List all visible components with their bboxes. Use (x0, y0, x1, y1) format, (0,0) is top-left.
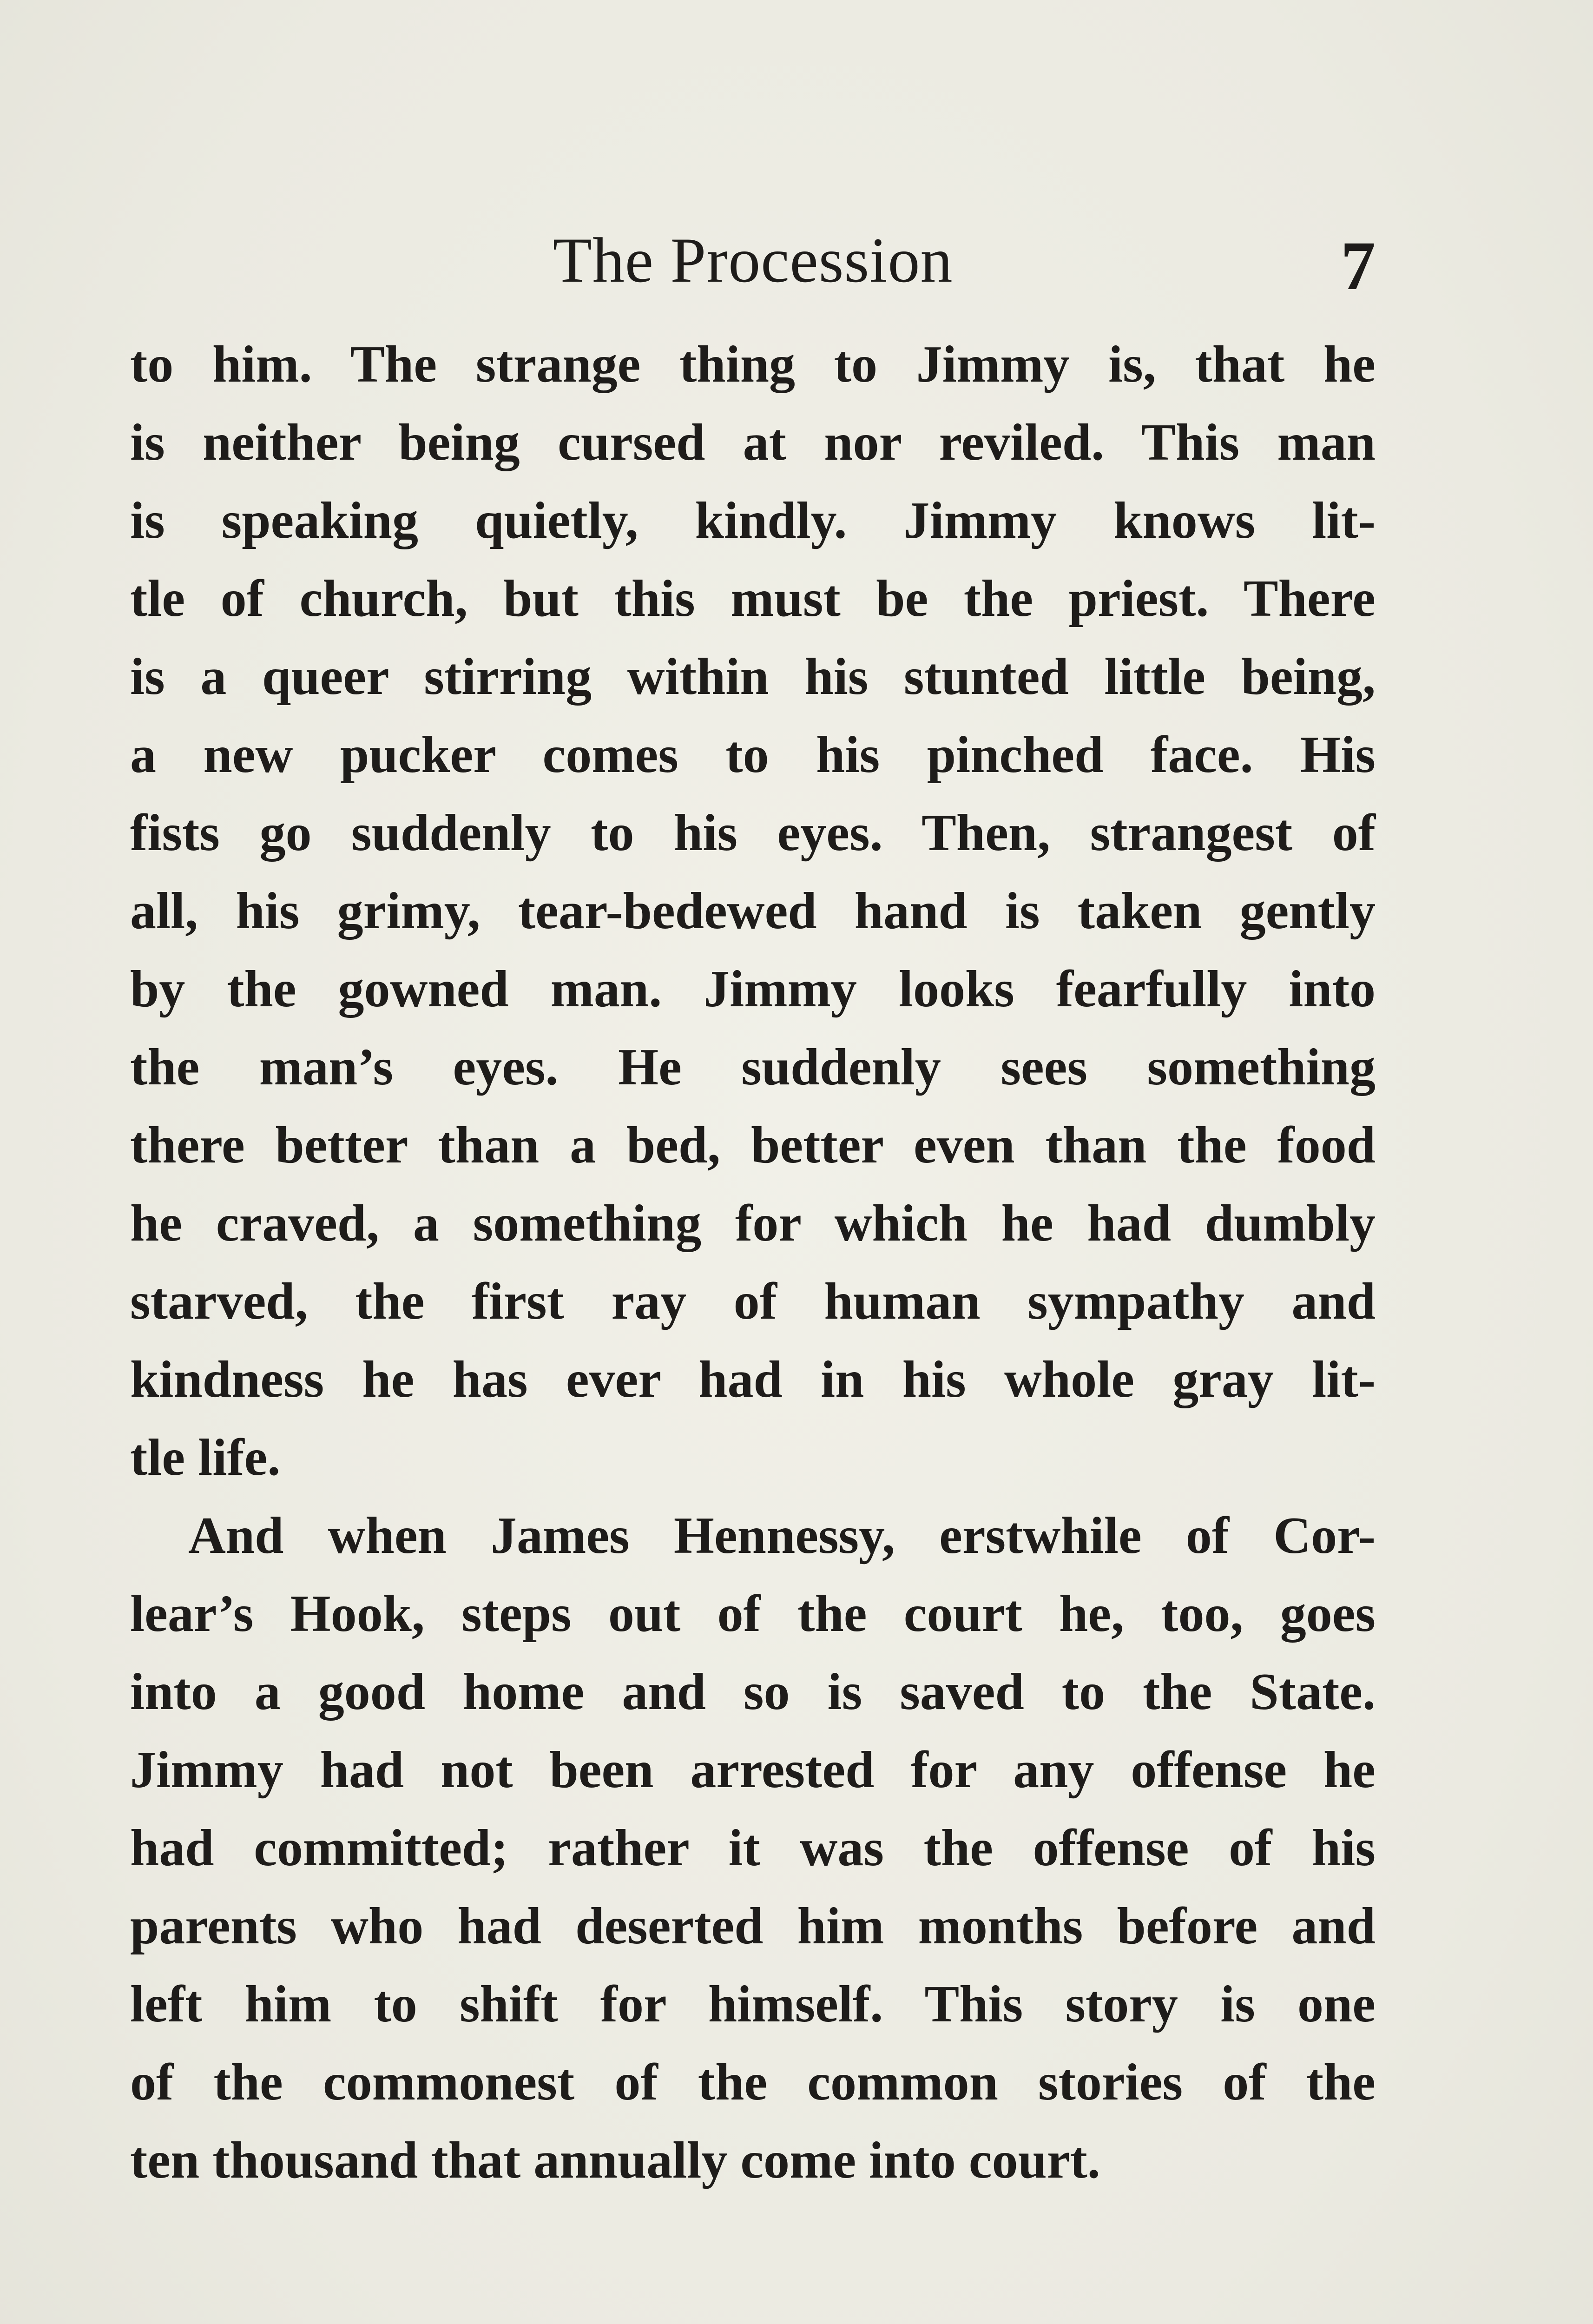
text-line: ten thousand that annually come into court. (130, 2132, 1100, 2189)
text-line: left him to shift for himself. This story is one (130, 1975, 1376, 2033)
text-line: is a queer stirring within his stunted little being, (130, 648, 1376, 706)
page-number: 7 (1341, 227, 1376, 304)
text-line: fists go suddenly to his eyes. Then, strangest of (130, 804, 1376, 862)
text-line: all, his grimy, tear-bedewed hand is taken gently (130, 882, 1376, 940)
text-line: starved, the first ray of human sympathy and (130, 1273, 1376, 1330)
text-line: Jimmy had not been arrested for any offense he (130, 1741, 1376, 1799)
text-line: by the gowned man. Jimmy looks fearfully into (130, 960, 1376, 1018)
text-line: he craved, a something for which he had dumbly (130, 1195, 1376, 1252)
running-title: The Procession (553, 224, 953, 296)
text-line: lear’s Hook, steps out of the court he, too, goes (130, 1585, 1376, 1643)
text-line: And when James Hennessy, erstwhile of Cor- (188, 1507, 1376, 1565)
text-line: of the commonest of the common stories of the (130, 2053, 1376, 2111)
text-line: a new pucker comes to his pinched face. His (130, 726, 1376, 784)
page-header (130, 218, 1376, 311)
paragraph-1 (130, 325, 1376, 1497)
text-line: parents who had deserted him months before and (130, 1897, 1376, 1955)
body-text (130, 325, 1376, 2199)
text-line: is neither being cursed at nor reviled. This man (130, 414, 1376, 471)
text-line: kindness he has ever had in his whole gray lit- (130, 1351, 1376, 1408)
text-line: tle of church, but this must be the priest. There (130, 570, 1376, 627)
text-line: to him. The strange thing to Jimmy is, that he (130, 336, 1376, 393)
text-line: the man’s eyes. He suddenly sees something (130, 1038, 1376, 1096)
text-line: tle life. (130, 1429, 281, 1486)
paragraph-2 (130, 1497, 1376, 2199)
text-line: into a good home and so is saved to the State. (130, 1663, 1376, 1721)
text-line: is speaking quietly, kindly. Jimmy knows lit- (130, 492, 1376, 549)
text-line: there better than a bed, better even than the food (130, 1116, 1376, 1174)
text-line: had committed; rather it was the offense of his (130, 1819, 1376, 1877)
